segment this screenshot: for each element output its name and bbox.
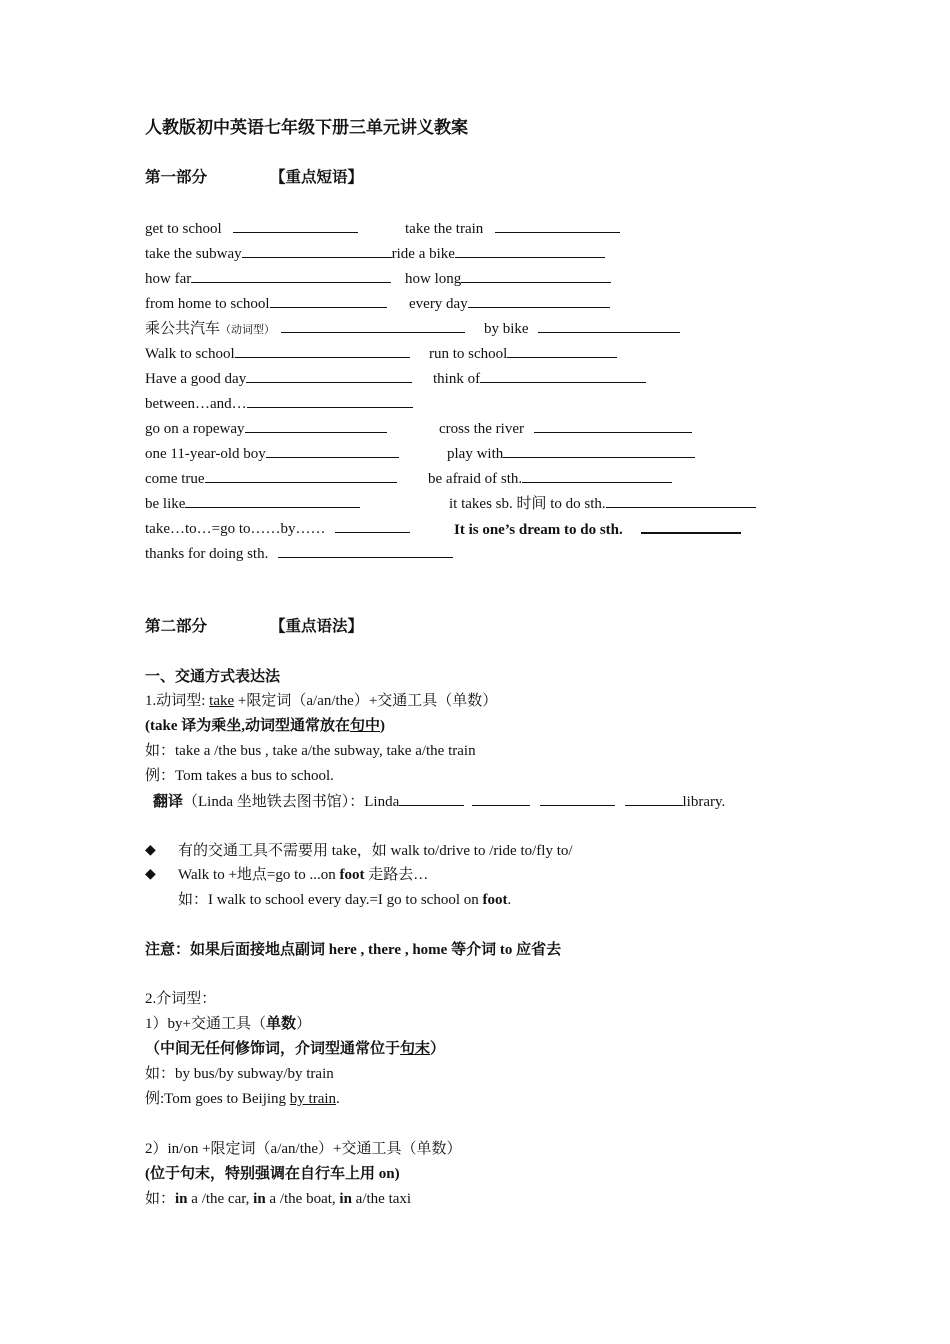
answer-blank xyxy=(507,343,617,358)
grammar-note xyxy=(145,1039,445,1059)
phrase: take the train xyxy=(405,221,484,237)
phrase: it takes sb. 时间 to do sth. xyxy=(449,496,606,512)
example-segment: a /the car, xyxy=(187,1191,254,1207)
example-segment: a/the taxi xyxy=(351,1191,412,1207)
phrase-row xyxy=(145,543,453,564)
answer-blank xyxy=(266,443,399,458)
example-line: 如：take a /the bus , take a/the subway, take a/the train xyxy=(145,743,476,759)
diamond-bullet-icon: ◆ xyxy=(145,843,156,858)
example-sentence xyxy=(145,1089,340,1109)
bullet-segment: Walk to +地点=go to ...on xyxy=(178,867,340,883)
answer-blank xyxy=(625,791,683,806)
phrase-row xyxy=(409,293,610,314)
grammar-note xyxy=(145,716,385,736)
phrase-row xyxy=(439,418,692,439)
grammar-note: (位于句末，特别强调在自行车上用 on) xyxy=(145,1166,400,1182)
exercise-end: library. xyxy=(682,794,726,810)
answer-blank xyxy=(399,791,464,806)
phrase-note: （动词型） xyxy=(220,324,276,336)
answer-blank xyxy=(235,343,410,358)
section-title: 2.介词型： xyxy=(145,991,217,1007)
answer-blank xyxy=(538,318,680,333)
phrase-row xyxy=(145,418,387,439)
answer-blank xyxy=(522,468,672,483)
rule-keyword: 单数 xyxy=(265,1016,296,1032)
phrase: how long xyxy=(405,271,462,287)
example-sentence: 例：Tom takes a bus to school. xyxy=(145,768,334,784)
phrase-row xyxy=(145,243,605,264)
example-keyword: by train xyxy=(289,1091,337,1107)
answer-blank xyxy=(468,293,610,308)
answer-blank xyxy=(191,268,391,283)
example-keyword: in xyxy=(175,1191,188,1207)
answer-blank xyxy=(205,468,397,483)
answer-blank xyxy=(540,791,615,806)
phrase: come true xyxy=(145,471,205,487)
phrase-row xyxy=(145,443,399,464)
example-segment: 如：I walk to school every day.=I go to school on xyxy=(178,892,483,908)
part1-heading: 【重点短语】 xyxy=(270,169,364,186)
phrase: how far xyxy=(145,271,192,287)
phrase: from home to school xyxy=(145,296,270,312)
attention-note: 注意：如果后面接地点副词 here , there , home 等介词 to 应省去 xyxy=(145,942,562,958)
answer-blank xyxy=(242,243,392,258)
phrase: be afraid of sth. xyxy=(428,471,523,487)
answer-blank xyxy=(461,268,611,283)
example-keyword: in xyxy=(253,1191,266,1207)
phrase: think of xyxy=(433,371,481,387)
example-segment: 如： xyxy=(145,1191,176,1207)
example-segment: . xyxy=(336,1091,340,1107)
phrase-row xyxy=(433,368,646,389)
answer-blank xyxy=(503,443,695,458)
note-text: （中间无任何修饰词，介词型通常位于 xyxy=(145,1041,401,1057)
phrase-row xyxy=(484,318,680,339)
phrase-row xyxy=(145,343,410,364)
example-keyword: in xyxy=(339,1191,352,1207)
bullet-keyword: foot xyxy=(339,867,365,883)
translation-exercise xyxy=(153,791,725,812)
section-title: 一、交通方式表达法 xyxy=(145,669,281,685)
note-keyword: 句末 xyxy=(400,1041,431,1057)
rule-keyword: take xyxy=(209,693,235,709)
phrase-row xyxy=(145,318,465,340)
phrase: It is one’s dream to do sth. xyxy=(454,522,623,538)
phrase: thanks for doing sth. xyxy=(145,546,269,562)
part1-label: 第一部分 xyxy=(145,169,208,186)
phrase-row xyxy=(145,518,410,539)
answer-blank xyxy=(641,518,741,534)
phrase-row xyxy=(145,393,413,414)
phrase: between…and… xyxy=(145,396,247,412)
phrase: take the subway xyxy=(145,246,242,262)
answer-blank xyxy=(480,368,646,383)
answer-blank xyxy=(455,243,605,258)
note-text: (take 译为乘坐,动词型通常放在 xyxy=(145,718,350,734)
phrase-row xyxy=(447,443,695,464)
phrase: get to school xyxy=(145,221,222,237)
answer-blank xyxy=(233,218,358,233)
grammar-rule: 2）in/on +限定词（a/an/the）+交通工具（单数） xyxy=(145,1141,462,1157)
phrase: take…to…=go to……by…… xyxy=(145,521,326,537)
phrase-row xyxy=(428,468,672,489)
example-line: 如：by bus/by subway/by train xyxy=(145,1066,334,1082)
phrase-row xyxy=(429,343,617,364)
answer-blank xyxy=(472,791,530,806)
phrase: 乘公共汽车 xyxy=(145,321,221,337)
phrase-row xyxy=(454,518,741,540)
answer-blank xyxy=(335,518,410,533)
note-text: ) xyxy=(380,718,386,734)
example-segment: . xyxy=(507,892,512,908)
phrase: run to school xyxy=(429,346,508,362)
phrase-row xyxy=(145,468,397,489)
rule-text: 1）by+交通工具（ xyxy=(145,1016,266,1032)
answer-blank xyxy=(278,543,453,558)
phrase: play with xyxy=(447,446,504,462)
part2-label: 第二部分 xyxy=(145,618,208,635)
phrase-row xyxy=(145,368,412,389)
answer-blank xyxy=(246,368,412,383)
phrase-row xyxy=(449,493,756,514)
example-sentence xyxy=(178,890,511,910)
rule-text: ） xyxy=(295,1016,311,1032)
phrase-row xyxy=(405,268,611,289)
answer-blank xyxy=(247,393,413,408)
exercise-label: 翻译 xyxy=(153,794,184,810)
phrase: by bike xyxy=(484,321,529,337)
bullet-segment: 走路去… xyxy=(364,867,429,883)
answer-blank xyxy=(281,318,465,333)
phrase-row xyxy=(145,293,387,314)
phrase: every day xyxy=(409,296,468,312)
diamond-bullet-icon: ◆ xyxy=(145,867,156,882)
part2-heading: 【重点语法】 xyxy=(270,618,364,635)
rule-text: 1.动词型: xyxy=(145,693,210,709)
bullet-text: 有的交通工具不需要用 take，如 walk to/drive to /ride to/fly to/ xyxy=(178,843,573,859)
example-segment: a /the boat, xyxy=(265,1191,340,1207)
grammar-rule xyxy=(145,1014,311,1034)
answer-blank xyxy=(270,293,387,308)
phrase: cross the river xyxy=(439,421,524,437)
phrase-row xyxy=(405,218,620,239)
bullet-text xyxy=(178,865,428,885)
phrase-row xyxy=(145,493,360,514)
exercise-prompt: （Linda 坐地铁去图书馆）：Linda xyxy=(183,794,400,810)
note-text: ） xyxy=(430,1041,446,1057)
phrase-row xyxy=(145,268,391,289)
answer-blank xyxy=(185,493,360,508)
answer-blank xyxy=(606,493,756,508)
phrase: Have a good day xyxy=(145,371,247,387)
example-line xyxy=(145,1189,411,1209)
example-segment: 例:Tom goes to Beijing xyxy=(145,1091,290,1107)
phrase-row xyxy=(145,218,358,239)
answer-blank xyxy=(245,418,387,433)
phrase: Walk to school xyxy=(145,346,235,362)
answer-blank xyxy=(534,418,692,433)
phrase: go on a ropeway xyxy=(145,421,245,437)
grammar-rule xyxy=(145,691,497,711)
phrase: one 11-year-old boy xyxy=(145,446,266,462)
rule-text: +限定词（a/an/the）+交通工具（单数） xyxy=(234,693,498,709)
example-keyword: foot xyxy=(482,892,508,908)
document-title: 人教版初中英语七年级下册三单元讲义教案 xyxy=(145,118,468,137)
phrase: be like xyxy=(145,496,186,512)
phrase: ride a bike xyxy=(391,246,455,262)
answer-blank xyxy=(495,218,620,233)
note-keyword: 句中 xyxy=(350,718,381,734)
